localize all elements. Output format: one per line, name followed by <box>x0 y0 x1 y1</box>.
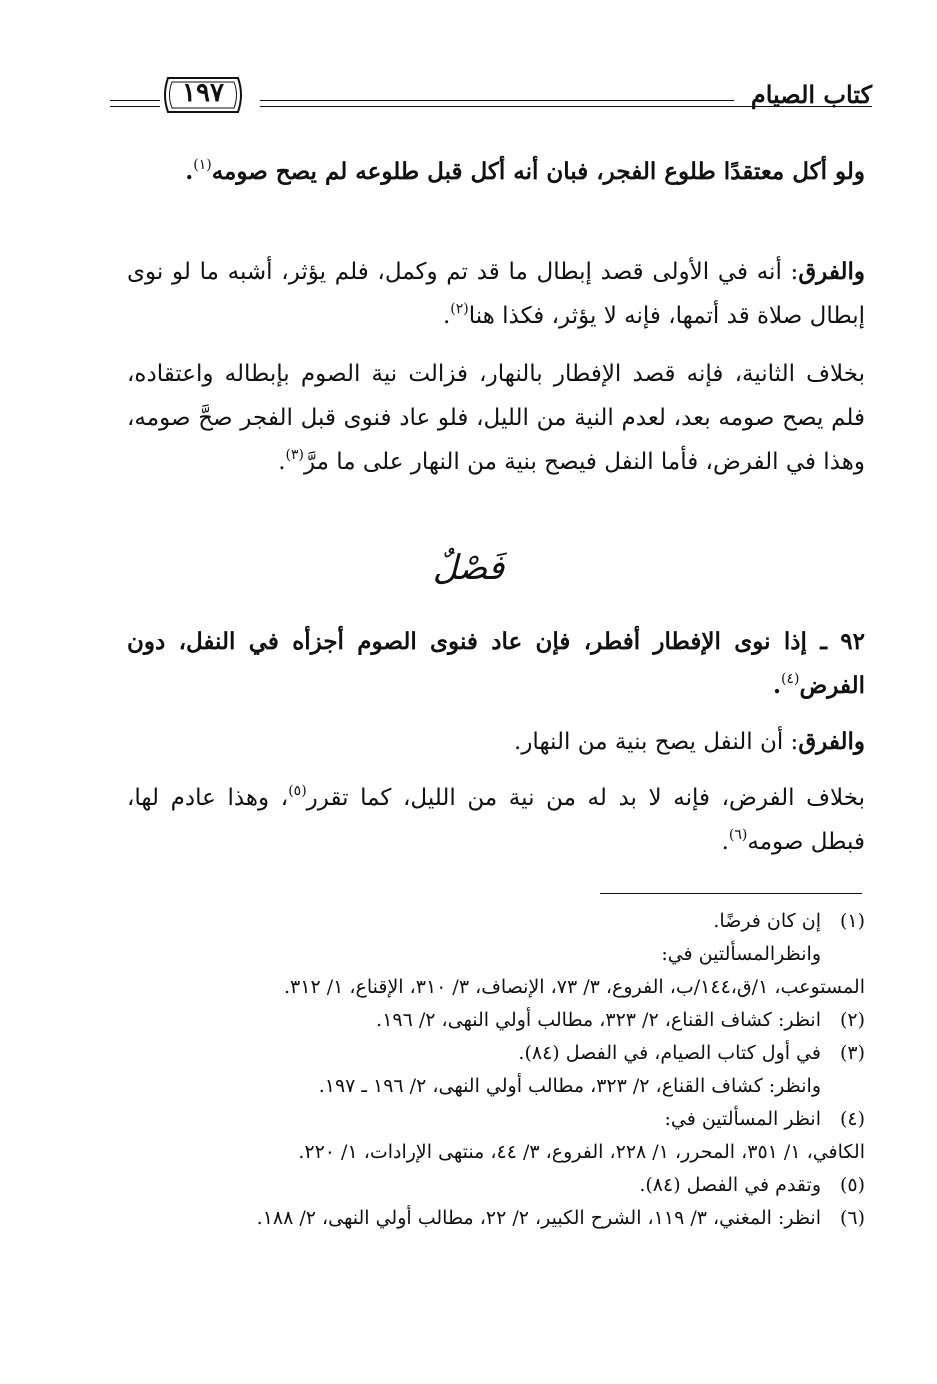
page-number: ١٩٧ <box>182 78 224 108</box>
footnotes <box>125 905 865 1235</box>
footnote-ref-5: (٥) <box>288 783 307 799</box>
running-title: كتاب الصيام <box>750 80 872 109</box>
section-title: فَصْلٌ <box>432 548 505 588</box>
paragraph-3-end: . <box>278 449 286 475</box>
footnote-ref-2: (٢) <box>450 301 469 317</box>
difference-lead-2: والفرق <box>798 728 865 755</box>
paragraph-2-text: : أنه في الأولى قصد إبطال ما قد تم وكمل، فلم يؤثر، أشبه ما لو نوى إبطال صلاة قد أتمها، فإنه لا يؤثر، فكذا هنا <box>127 259 865 329</box>
issue-end: . <box>772 672 781 699</box>
paragraph-3-text: بخلاف الثانية، فإنه قصد الإفطار بالنهار، فزالت نية الصوم بإبطاله واعتقاده، فلم يصح صومه بعد، لعدم النية من الليل، فلو عاد فنوى قبل الفجر صحَّ صومه، وهذا في الفرض، فأما النفل فيصح بنية من النهار على ما مرَّ <box>127 361 865 475</box>
footnote-line: انظر: كشاف القناع، ٢/ ٣٢٣، مطالب أولي النهى، ٢/ ١٩٦. <box>376 1009 821 1031</box>
paragraph-1-text: ولو أكل معتقدًا طلوع الفجر، فبان أنه أكل قبل طلوعه لم يصح صومه <box>211 158 865 185</box>
footnote-line: وتقدم في الفصل (٨٤). <box>639 1174 821 1196</box>
paragraph-6-text-a: بخلاف الفرض، فإنه لا بد له من نية من الليل، كما تقرر <box>306 785 865 811</box>
footnote-number: (٥) <box>839 1174 865 1196</box>
paragraph-2-end: . <box>442 303 451 329</box>
footnote-number: (٣) <box>839 1042 865 1064</box>
footnote-ref-1: (١) <box>193 157 212 173</box>
footnote-line: إن كان فرضًا. <box>713 910 821 932</box>
difference-lead: والفرق <box>798 258 865 285</box>
footnote-ref-6: (٦) <box>728 827 748 843</box>
page-header <box>110 70 872 130</box>
footnote-line: وانظر: كشاف القناع، ٢/ ٣٢٣، مطالب أولي النهى، ٢/ ١٩٦ ـ ١٩٧. <box>318 1075 821 1097</box>
footnote-4 <box>125 1103 865 1169</box>
footnote-ref-4: (٤) <box>781 671 800 687</box>
paragraph-1-end: . <box>185 158 194 185</box>
header-rule-left-bottom <box>110 106 160 107</box>
footnote-1 <box>125 905 865 1004</box>
footnote-line: الكافي، ١/ ٣٥١، المحرر، ١/ ٢٢٨، الفروع، ٣/ ٤٤، منتهى الإرادات، ١/ ٢٢٠. <box>298 1141 865 1163</box>
footnote-line: في أول كتاب الصيام، في الفصل (٨٤). <box>518 1042 821 1064</box>
issue-number: ٩٢ ـ <box>820 628 865 655</box>
paragraph-5 <box>127 720 865 764</box>
footnote-5 <box>125 1169 865 1202</box>
footnote-line: انظر: المغني، ٣/ ١١٩، الشرح الكبير، ٢/ ٢٢، مطالب أولي النهى، ٢/ ١٨٨. <box>256 1207 821 1229</box>
paragraph-3 <box>127 352 865 484</box>
footnote-number: (٢) <box>839 1009 865 1031</box>
footnote-number: (١) <box>839 910 865 932</box>
header-rule-left-top <box>110 100 160 101</box>
paragraph-2 <box>127 250 865 338</box>
footnote-3 <box>125 1037 865 1103</box>
footnote-line: المستوعب، ١/ق،١٤٤/ب، الفروع، ٣/ ٧٣، الإنصاف، ٣/ ٣١٠، الإقناع، ١/ ٣١٢. <box>283 976 865 998</box>
header-rule-bottom <box>260 106 872 107</box>
paragraph-6-text-b: ، وهذا عادم لها، فبطل صومه <box>127 785 865 855</box>
paragraph-6 <box>127 776 865 864</box>
footnote-line: وانظرالمسألتين في: <box>661 943 821 965</box>
footnote-number: (٦) <box>839 1207 865 1229</box>
header-rule-top <box>260 100 734 101</box>
footnote-6 <box>125 1202 865 1235</box>
footnote-line: انظر المسألتين في: <box>664 1108 821 1130</box>
footnote-number: (٤) <box>839 1108 865 1130</box>
paragraph-6-end: . <box>721 829 729 855</box>
paragraph-1 <box>127 150 865 194</box>
footnote-ref-3: (٣) <box>285 447 304 463</box>
paragraph-5-text: : أن النفل يصح بنية من النهار. <box>514 729 799 755</box>
issue-text: إذا نوى الإفطار أفطر، فإن عاد فنوى الصوم أجزأه في النفل، دون الفرض <box>127 628 865 699</box>
footnote-separator <box>600 893 862 894</box>
footnote-2 <box>125 1004 865 1037</box>
page-number-frame <box>160 72 246 118</box>
issue-92 <box>127 620 865 708</box>
